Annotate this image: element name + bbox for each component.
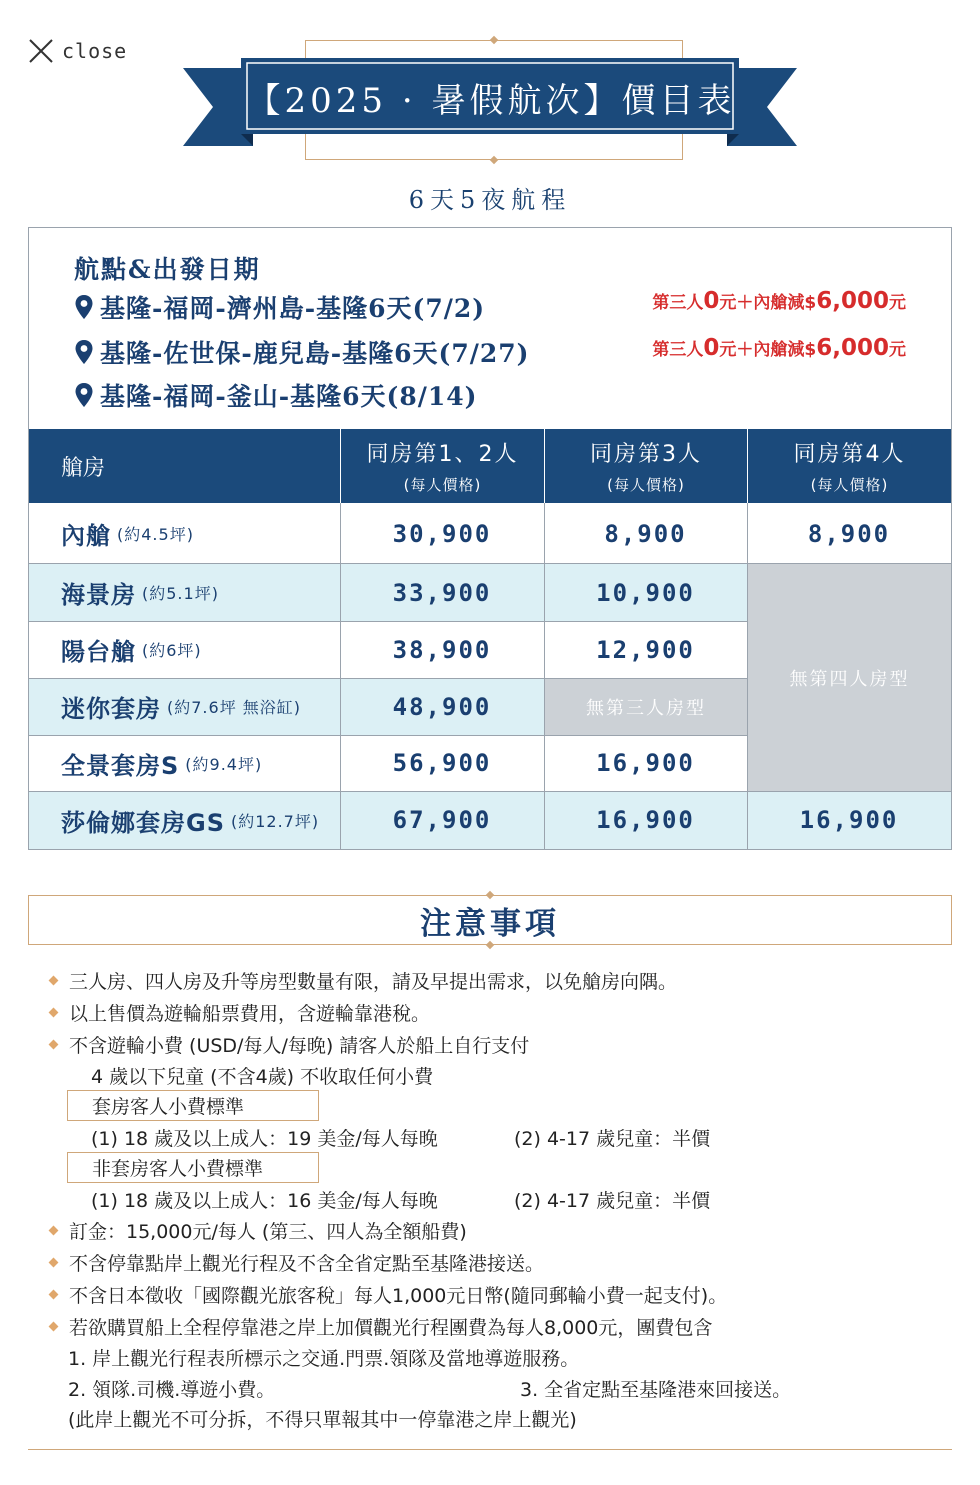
note-subtext: (此岸上觀光不可分拆，不得只單報其中一停靠港之岸上觀光) — [68, 1408, 577, 1431]
diamond-bullet-icon — [49, 1321, 59, 1331]
close-icon — [28, 38, 54, 64]
page-title: 【2025 · 暑假航次】價目表 — [246, 80, 736, 121]
suite-tip-adult: (1) 18 歲及以上成人：19 美金/每人每晚 — [91, 1127, 438, 1150]
room-size: (約5.1坪) — [142, 584, 219, 603]
map-pin-icon — [74, 339, 94, 365]
note-item: 不含日本徵收「國際觀光旅客稅」每人1,000元日幣(隨同郵輪小費一起支付)。 — [48, 1280, 727, 1308]
room-type-cell — [29, 678, 340, 735]
room-name: 內艙 — [61, 522, 111, 550]
room-type-cell — [29, 791, 340, 849]
room-size: (約12.7坪) — [230, 811, 320, 831]
route-text: 基隆-福岡-釜山-基隆6天(8/14) — [100, 382, 478, 411]
itinerary-subtitle: 6天5夜航程 — [408, 186, 572, 214]
note-item: 若欲購買船上全程停靠港之岸上加價觀光行程團費為每人8,000元，團費包含 — [48, 1312, 712, 1340]
room-size: (約9.4坪) — [185, 754, 263, 774]
price-cell: 16,900 — [799, 806, 899, 834]
note-subtext: 4 歲以下兒童 (不含4歲) 不收取任何小費 — [91, 1065, 434, 1088]
route-item — [74, 336, 530, 368]
header-col-3: 同房第3人 (每人價格) — [544, 429, 747, 503]
map-pin-icon — [74, 294, 94, 320]
diamond-bullet-icon — [49, 1039, 59, 1049]
nonsuite-tip-label: 非套房客人小費標準 — [67, 1152, 319, 1183]
suite-tip-label: 套房客人小費標準 — [67, 1090, 319, 1121]
room-size: (約7.6坪 無浴缸) — [167, 698, 302, 717]
note-item: 不含遊輪小費 (USD/每人/每晚) 請客人於船上自行支付 — [48, 1030, 529, 1058]
routes-heading: 航點&出發日期 — [74, 255, 261, 284]
close-label: close — [62, 39, 128, 63]
price-cell: 16,900 — [596, 749, 695, 777]
diamond-bullet-icon — [49, 1225, 59, 1235]
room-size: (約6坪) — [142, 641, 202, 660]
room-type-cell — [29, 503, 340, 564]
note-subtext: 3. 全省定點至基隆港來回接送。 — [520, 1378, 792, 1401]
diamond-bullet-icon — [49, 1289, 59, 1299]
close-button[interactable] — [28, 38, 127, 64]
map-pin-icon — [74, 382, 94, 408]
price-cell: 30,900 — [392, 519, 492, 548]
route-text: 基隆-福岡-濟州島-基隆6天(7/2) — [100, 294, 486, 323]
room-name: 莎倫娜套房GS — [61, 808, 225, 837]
diamond-bullet-icon — [49, 975, 59, 985]
price-cell: 16,900 — [596, 806, 695, 834]
note-subtext: 1. 岸上觀光行程表所標示之交通.門票.領隊及當地導遊服務。 — [68, 1347, 580, 1370]
room-size: (約4.5坪) — [117, 525, 194, 544]
suite-tip-child: (2) 4-17 歲兒童：半價 — [514, 1127, 711, 1150]
note-item: 三人房、四人房及升等房型數量有限，請及早提出需求，以免艙房向隅。 — [48, 966, 677, 994]
promo-text: 第三人 0 元＋內艙減$ 6,000 元 — [652, 288, 906, 314]
no-third-person-cell: 無第三人房型 — [545, 679, 747, 735]
promo-text: 第三人 0 元＋內艙減$ 6,000 元 — [652, 335, 906, 361]
room-type-cell — [29, 564, 340, 621]
note-item: 不含停靠點岸上觀光行程及不含全省定點至基隆港接送。 — [48, 1248, 544, 1276]
room-name: 海景房 — [61, 581, 136, 609]
price-cell: 38,900 — [392, 635, 492, 664]
price-cell: 48,900 — [392, 692, 492, 721]
diamond-bullet-icon — [49, 1257, 59, 1267]
route-item — [74, 291, 485, 323]
room-name: 陽台艙 — [61, 638, 136, 666]
room-type-cell — [29, 735, 340, 791]
price-cell: 8,900 — [807, 519, 891, 548]
route-item — [74, 379, 478, 411]
note-item: 以上售價為遊輪船票費用，含遊輪靠港稅。 — [48, 998, 430, 1026]
note-item: 訂金：15,000元/每人 (第三、四人為全額船費) — [48, 1216, 467, 1244]
no-fourth-person-cell: 無第四人房型 — [748, 564, 951, 791]
header-room: 艙房 — [29, 429, 340, 503]
route-text: 基隆-佐世保-鹿兒島-基隆6天(7/27) — [100, 339, 530, 368]
room-type-cell — [29, 621, 340, 678]
nonsuite-tip-adult: (1) 18 歲及以上成人：16 美金/每人每晚 — [91, 1189, 438, 1212]
header-col-4: 同房第4人 (每人價格) — [747, 429, 951, 503]
price-cell: 56,900 — [392, 749, 492, 777]
price-cell: 67,900 — [392, 806, 492, 834]
header-col-1-2: 同房第1、2人 (每人價格) — [340, 429, 544, 503]
price-cell: 8,900 — [604, 519, 687, 548]
bottom-divider — [28, 1449, 952, 1450]
note-subtext: 2. 領隊.司機.導遊小費。 — [68, 1378, 276, 1401]
price-cell: 10,900 — [596, 578, 695, 607]
room-name: 全景套房S — [61, 751, 180, 780]
price-cell: 33,900 — [392, 578, 492, 607]
notes-title: 注意事項 — [420, 905, 560, 942]
nonsuite-tip-child: (2) 4-17 歲兒童：半價 — [514, 1189, 711, 1212]
diamond-bullet-icon — [49, 1007, 59, 1017]
price-cell: 12,900 — [596, 635, 695, 664]
room-name: 迷你套房 — [61, 695, 161, 723]
